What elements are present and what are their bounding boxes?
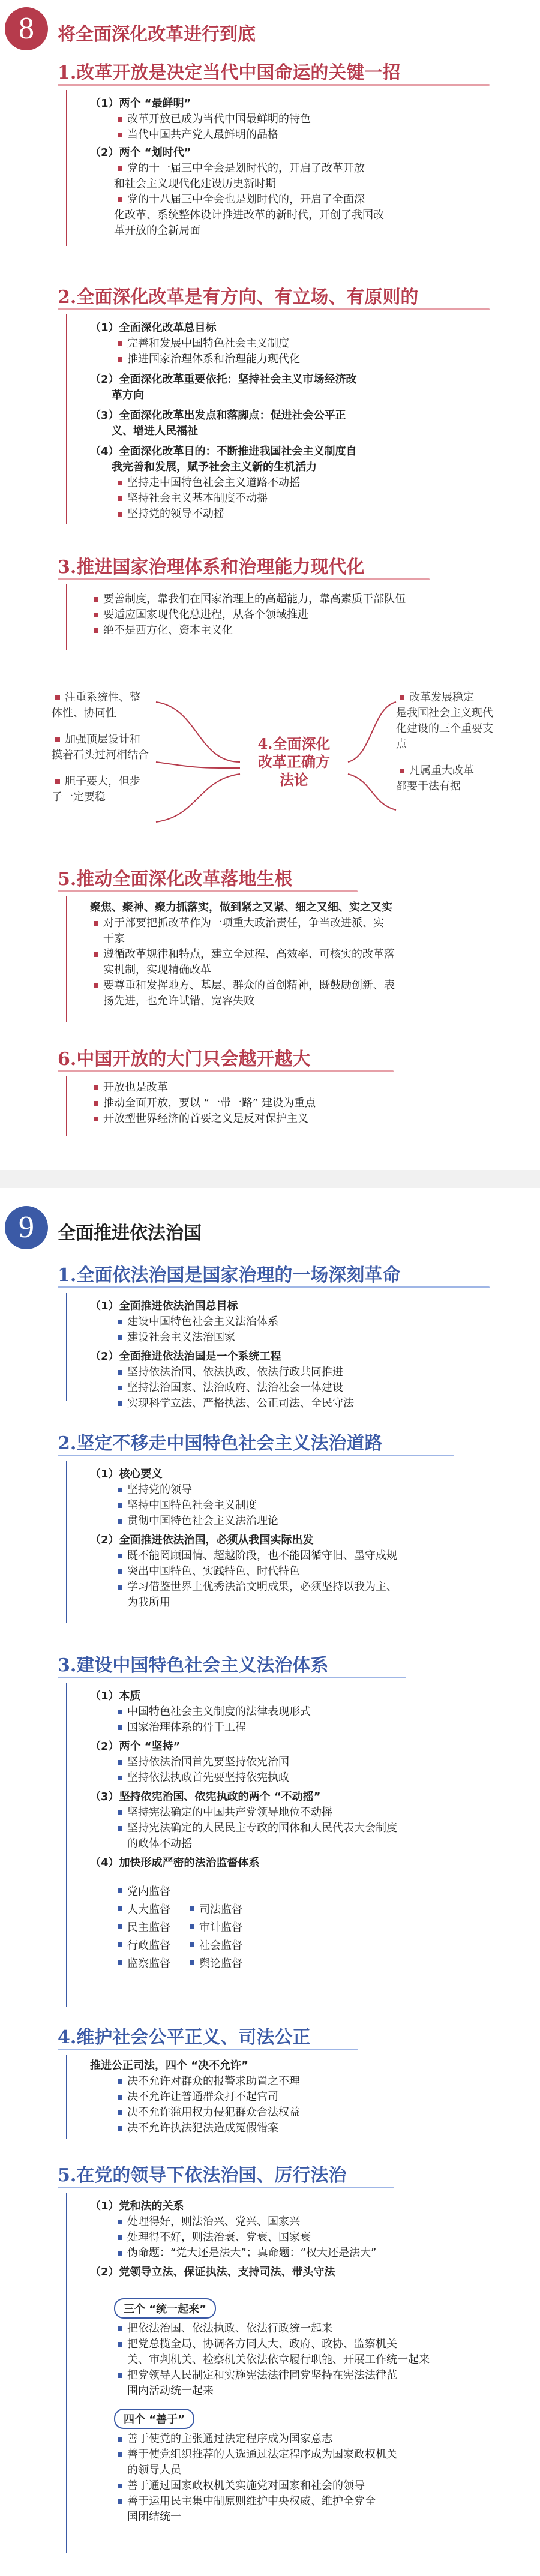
point-item: 决不允许对群众的报警求助置之不理	[114, 2074, 300, 2089]
point-heading: （1）全面深化改革总目标	[90, 322, 217, 334]
point-item: 善于使党的主张通过法定程序成为国家意志	[114, 2431, 397, 2447]
point-heading: 推进公正司法，四个 “决不允许”	[90, 2059, 248, 2072]
section-underline	[58, 308, 490, 310]
grid-cell: 党内监督	[114, 1885, 170, 1898]
point-heading: （3）全面深化改革出发点和落脚点：促进社会公平正	[90, 409, 346, 422]
point-item: 要善制度，靠我们在国家治理上的高超能力，靠高素质干部队伍	[90, 592, 406, 607]
branch-text: 摸着石头过河相结合	[52, 749, 149, 761]
point-item: 实现科学立法、严格执法、公正司法、全民守法	[114, 1396, 354, 1411]
point-item: 党的十一届三中全会是划时代的，开启了改革开放	[114, 161, 384, 176]
point-heading: 聚焦、聚神、聚力抓落实，做到紧之又紧、细之又细、实之又实	[90, 901, 392, 914]
branch-line	[66, 584, 67, 650]
branch-line	[66, 1076, 67, 1136]
point-item: 遵循改革规律和特点，建立全过程、高效率、可核实的改革落	[90, 947, 395, 962]
section-title: 5.在党的领导下依法治国、厉行法治	[58, 2165, 347, 2186]
point-item: 既不能罔顾国情、超越阶段，也不能因循守旧、墨守成规	[114, 1548, 397, 1564]
branch-text: 子一定要稳	[52, 791, 106, 803]
point-item-cont: 实机制，实现精确改革	[103, 964, 211, 976]
point-heading: （2）全面推进依法治国是一个系统工程	[90, 1350, 281, 1363]
point-item-cont: 和社会主义现代化建设历史新时期	[114, 178, 276, 190]
branch-line	[66, 1683, 67, 2007]
point-item: 完善和发展中国特色社会主义制度	[114, 336, 357, 352]
point-heading: （1）全面推进依法治国总目标	[90, 1300, 238, 1312]
section-body	[114, 2321, 430, 2399]
chapter-title: 将全面深化改革进行到底	[58, 24, 256, 45]
point-item: 对于部要把抓改革作为一项重大政治责任，争当改进派、实	[90, 916, 395, 931]
point-item-cont: 国团结统一	[127, 2511, 181, 2523]
branch-line	[66, 2193, 67, 2553]
point-heading: （2）全面推进依法治国，必须从我国实际出发	[90, 1534, 314, 1546]
point-item: 坚持走中国特色社会主义道路不动摇	[114, 475, 357, 491]
branch-text: 点	[396, 738, 407, 751]
center-line: 法论	[280, 771, 308, 788]
section-body	[114, 2431, 397, 2525]
point-heading: （3）坚持依宪治国、依宪执政的两个 “不动摇”	[90, 1791, 321, 1803]
chapter-number-badge: 9	[5, 1206, 48, 1249]
point-item: 坚持党的领导	[114, 1482, 397, 1498]
point-item: 处理得不好，则法治衰、党衰、国家衰	[114, 2230, 376, 2245]
chapter-number-badge: 8	[5, 7, 48, 50]
mindmap-right-branches	[396, 690, 528, 794]
point-heading-cont: 革方向	[112, 389, 144, 401]
point-item: 决不允许让普通群众打不起官司	[114, 2089, 300, 2105]
branch-line	[66, 1293, 67, 1401]
point-item: 善于运用民主集中制原则维护中央权威、维护全党全	[114, 2494, 397, 2509]
point-item: 要适应国家现代化总进程，从各个领域推进	[90, 607, 406, 623]
branch-text: 化建设的三个重要支	[396, 722, 493, 735]
grid-cell: 司法监督	[186, 1903, 242, 1916]
section-underline	[58, 890, 358, 892]
branch-text: 胆子要大，但步	[52, 774, 160, 790]
point-item: 善于通过国家政权机关实施党对国家和社会的领导	[114, 2478, 397, 2494]
section-underline	[58, 1286, 490, 1288]
point-item: 处理得好，则法治兴、党兴、国家兴	[114, 2214, 376, 2230]
point-item: 建设社会主义法治国家	[114, 1330, 354, 1345]
branch-line	[66, 314, 67, 524]
point-heading: （2）两个 “坚持”	[90, 1740, 181, 1753]
grid-cell: 社会监督	[186, 1939, 242, 1952]
section-underline	[58, 1070, 394, 1072]
point-item: 贯彻中国特色社会主义法治理论	[114, 1513, 397, 1529]
section-title: 5.推动全面深化改革落地生根	[58, 869, 293, 890]
section-title: 3.推进国家治理体系和治理能力现代化	[58, 557, 365, 578]
branch-text: 体性、协同性	[52, 707, 116, 719]
section-body	[90, 592, 406, 638]
section-title: 2.全面深化改革是有方向、有立场、有原则的	[58, 287, 419, 308]
point-item: 建设中国特色社会主义法治体系	[114, 1314, 354, 1330]
point-item: 坚持社会主义基本制度不动摇	[114, 491, 357, 506]
point-item: 坚持法治国家、法治政府、法治社会一体建设	[114, 1380, 354, 1396]
section-title: 1.改革开放是决定当代中国命运的关键一招	[58, 62, 401, 83]
section-underline	[58, 2049, 358, 2050]
point-item: 绝不是西方化、资本主义化	[90, 623, 406, 638]
point-heading: （2）党领导立法、保证执法、支持司法、带头守法	[90, 2266, 335, 2278]
grid-cell: 行政监督	[114, 1939, 170, 1952]
section-underline	[58, 1455, 454, 1456]
branch-line	[66, 90, 67, 246]
point-item: 坚持宪法确定的人民民主专政的国体和人民代表大会制度	[114, 1821, 397, 1836]
point-item-cont: 扬先进，也允许试错、宽容失败	[103, 995, 254, 1007]
point-item: 坚持依法治国、依法执政、依法行政共同推进	[114, 1365, 354, 1380]
center-line: 4.全面深化	[257, 735, 331, 752]
section-underline	[58, 84, 490, 86]
section-body	[90, 900, 395, 1009]
point-item: 突出中国特色、实践特色、时代特色	[114, 1564, 397, 1579]
point-heading: （4）加快形成严密的法治监督体系	[90, 1857, 260, 1869]
point-item-cont: 的政体不动摇	[127, 1837, 192, 1850]
section-underline	[58, 2187, 394, 2188]
section-body	[90, 320, 357, 522]
point-item: 坚持中国特色社会主义制度	[114, 1498, 397, 1513]
point-item-cont: 关、审判机关、检察机关依法依章履行职能、开展工作统一起来	[127, 2353, 430, 2366]
grid-cell: 民主监督	[114, 1921, 170, 1934]
grid-cell: 舆论监督	[186, 1957, 242, 1970]
point-item: 坚持宪法确定的中国共产党领导地位不动摇	[114, 1805, 397, 1821]
point-heading: （4）全面深化改革目的：不断推进我国社会主义制度自	[90, 445, 357, 458]
grid-cell: 审计监督	[186, 1921, 242, 1934]
section-underline	[58, 578, 430, 580]
section-body	[90, 2199, 376, 2280]
section-body	[90, 96, 384, 239]
point-item-cont: 的领导人员	[127, 2464, 181, 2476]
branch-text: 注重系统性、整	[52, 690, 160, 706]
point-item: 把党总揽全局、协调各方同人大、政府、政协、监察机关	[114, 2337, 430, 2352]
section-body	[90, 1080, 316, 1127]
section-title: 3.建设中国特色社会主义法治体系	[58, 1655, 329, 1676]
center-line: 改革正确方	[258, 753, 330, 770]
branch-text: 都要于法有据	[396, 780, 461, 793]
point-item-cont: 为我所用	[127, 1596, 170, 1609]
point-item-cont: 革开放的全新局面	[114, 224, 200, 237]
point-item: 当代中国共产党人最鲜明的品格	[114, 127, 384, 143]
point-item: 中国特色社会主义制度的法律表现形式	[114, 1704, 397, 1720]
point-heading: （1）核心要义	[90, 1468, 163, 1480]
point-item-cont: 干家	[103, 932, 125, 945]
point-item: 开放型世界经济的首要之义是反对保护主义	[90, 1111, 316, 1127]
point-heading: （2）两个 “划时代”	[90, 146, 191, 159]
mindmap-center-title	[240, 735, 348, 789]
section-title: 6.中国开放的大门只会越开越大	[58, 1049, 311, 1070]
grid-cell: 人大监督	[114, 1903, 170, 1916]
point-item-cont: 围内活动统一起来	[127, 2385, 214, 2397]
chapter-divider	[0, 1170, 540, 1188]
branch-line	[66, 1461, 67, 1623]
section-title: 2.坚定不移走中国特色社会主义法治道路	[58, 1433, 383, 1454]
point-item: 决不允许滥用权力侵犯群众合法权益	[114, 2105, 300, 2121]
point-item: 要尊重和发挥地方、基层、群众的首创精神，既鼓励创新、表	[90, 978, 395, 994]
point-item: 开放也是改革	[90, 1080, 316, 1096]
point-item: 坚持党的领导不动摇	[114, 506, 357, 522]
section-title: 4.维护社会公平正义、司法公正	[58, 2027, 311, 2048]
point-item: 学习借鉴世界上优秀法治文明成果，必须坚持以我为主、	[114, 1579, 397, 1595]
point-item: 伪命题：“党大还是法大”；真命题：“权大还是法大”	[114, 2245, 376, 2261]
branch-text: 凡属重大改革	[396, 763, 528, 779]
section-body	[90, 2058, 300, 2136]
point-heading-cont: 义、增进人民福祉	[112, 425, 198, 437]
point-item: 决不允许执法犯法造成冤假错案	[114, 2121, 300, 2136]
point-heading: （1）本质	[90, 1690, 141, 1702]
branch-line	[66, 2055, 67, 2139]
point-item: 善于使党组织推荐的人选通过法定程序成为国家政权机关	[114, 2447, 397, 2463]
section-body	[90, 1467, 397, 1611]
grid-cell: 监察监督	[114, 1957, 170, 1970]
branch-text: 是我国社会主义现代	[396, 707, 493, 719]
point-item: 把依法治国、依法执政、依法行政统一起来	[114, 2321, 430, 2337]
point-heading: （1）两个 “最鲜明”	[90, 97, 191, 110]
point-heading-cont: 我完善和发展，赋予社会主义新的生机活力	[112, 461, 317, 473]
section-underline	[58, 1677, 406, 1678]
point-item: 推进国家治理体系和治理能力现代化	[114, 352, 357, 367]
point-heading: （2）全面深化改革重要依托：坚持社会主义市场经济改	[90, 373, 357, 386]
point-item: 把党领导人民制定和实施宪法法律同党坚持在宪法法律范	[114, 2368, 430, 2383]
branch-text: 加强顶层设计和	[52, 732, 160, 748]
mindmap-left-branches	[52, 690, 160, 805]
point-item: 推动全面开放，要以 “一带一路” 建设为重点	[90, 1096, 316, 1111]
four-good-badge: 四个 “善于”	[114, 2409, 194, 2429]
section-body	[90, 1689, 397, 1871]
point-heading: （1）党和法的关系	[90, 2200, 184, 2212]
point-item: 国家治理体系的骨干工程	[114, 1720, 397, 1735]
point-item: 改革开放已成为当代中国最鲜明的特色	[114, 112, 384, 127]
point-item: 党的十八届三中全会也是划时代的，开启了全面深	[114, 192, 384, 208]
section-title: 1.全面依法治国是国家治理的一场深刻革命	[58, 1265, 401, 1286]
section-body	[90, 1299, 354, 1411]
three-unify-badge: 三个 “统一起来”	[114, 2298, 216, 2319]
branch-line	[66, 896, 67, 1022]
chapter-title: 全面推进依法治国	[58, 1223, 202, 1244]
point-item: 坚持依法治国首先要坚持依宪治国	[114, 1755, 397, 1770]
point-item: 坚持依法执政首先要坚持依宪执政	[114, 1770, 397, 1786]
branch-text: 改革发展稳定	[396, 690, 528, 706]
point-item-cont: 化改革、系统整体设计推进改革的新时代，开创了我国改	[114, 209, 384, 221]
